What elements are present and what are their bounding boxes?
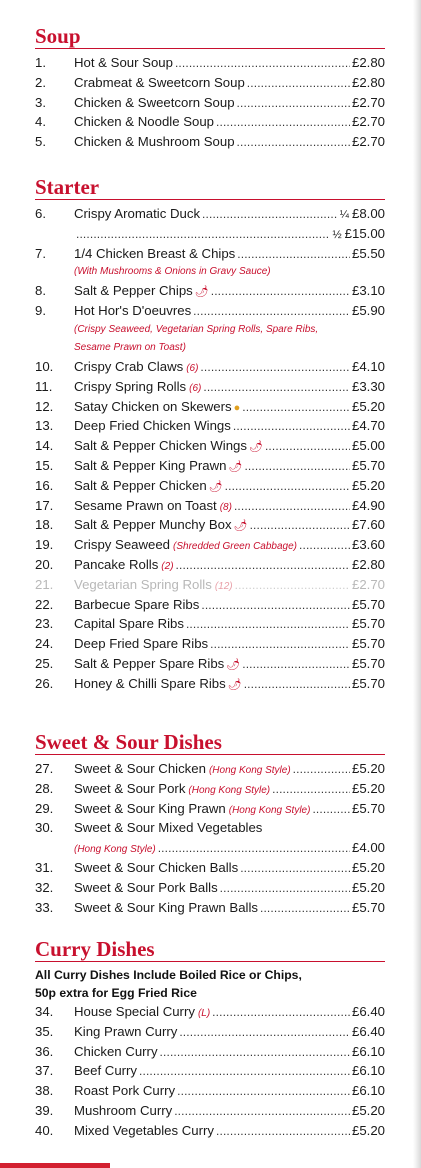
curry-intro: All Curry Dishes Include Boiled Rice or Chips, xyxy=(35,968,302,982)
menu-item xyxy=(35,515,385,535)
item-number: 37. xyxy=(35,1063,54,1079)
item-note: (Hong Kong Style) xyxy=(208,765,291,776)
item-number: 25. xyxy=(35,655,54,671)
menu-item xyxy=(35,858,385,878)
item-price: £4.10 xyxy=(351,358,385,374)
item-note: (With Mushrooms & Onions in Gravy Sauce) xyxy=(74,266,271,278)
section-heading: Sweet & Sour Dishes xyxy=(35,730,385,755)
menu-item xyxy=(35,614,385,634)
item-note: Sesame Prawn on Toast) xyxy=(74,341,186,353)
item-price: £8.00 xyxy=(351,206,385,221)
item-note: (Hong Kong Style) xyxy=(188,784,271,796)
item-price: £6.10 xyxy=(351,1083,385,1099)
item-name: Honey & Chilli Spare Ribs xyxy=(74,675,226,691)
item-name: Sweet & Sour Chicken xyxy=(74,761,206,776)
item-price: £2.80 xyxy=(351,74,385,90)
item-number: 9. xyxy=(35,303,46,319)
item-name: Crispy Aromatic Duck xyxy=(74,206,201,221)
item-price: £2.70 xyxy=(351,114,385,130)
item-number: 29. xyxy=(35,800,54,816)
item-price: £5.70 xyxy=(351,457,385,473)
item-number: 30. xyxy=(35,820,54,836)
menu-item xyxy=(35,878,385,898)
item-price: £5.50 xyxy=(351,245,385,261)
item-number: 1. xyxy=(35,55,46,70)
menu-item xyxy=(35,496,385,516)
chilli-icon: 🌶 xyxy=(248,441,263,454)
item-price: £6.40 xyxy=(351,1023,385,1039)
item-price: £5.20 xyxy=(351,398,385,414)
bottom-red-mark xyxy=(0,1163,110,1168)
section-heading: Starter xyxy=(35,175,385,200)
item-price: £5.20 xyxy=(351,879,385,895)
item-price: £5.70 xyxy=(351,636,385,652)
chilli-icon: 🌶 xyxy=(194,286,209,299)
item-number: 20. xyxy=(35,556,54,572)
item-price: £5.70 xyxy=(351,899,385,915)
menu-item xyxy=(35,634,385,654)
item-price: £5.70 xyxy=(351,616,385,632)
item-name: Salt & Pepper Chicken xyxy=(74,477,207,493)
item-number: 35. xyxy=(35,1023,54,1039)
item-price: £5.20 xyxy=(351,1122,385,1138)
menu-item xyxy=(35,898,385,918)
item-name: Hot & Sour Soup xyxy=(74,55,173,70)
item-note: (Hong Kong Style) xyxy=(228,804,311,816)
item-name: Crispy Seaweed xyxy=(74,537,171,553)
item-price: £3.60 xyxy=(351,537,385,553)
chilli-icon: 🌶 xyxy=(228,460,243,473)
menu-item xyxy=(35,674,385,694)
item-price: £2.80 xyxy=(351,556,385,572)
item-number: 40. xyxy=(35,1122,54,1138)
soup-section xyxy=(35,24,385,152)
menu-item xyxy=(35,377,385,397)
menu-item xyxy=(35,535,385,555)
item-number: 14. xyxy=(35,438,54,454)
item-price: £5.70 xyxy=(351,675,385,691)
item-number: 34. xyxy=(35,1004,54,1019)
menu-item xyxy=(35,204,385,224)
item-number: 11. xyxy=(35,378,53,394)
item-price: £5.70 xyxy=(351,596,385,612)
item-number: 38. xyxy=(35,1083,54,1099)
curry-section xyxy=(35,937,385,1141)
item-price: £5.20 xyxy=(351,1102,385,1118)
item-number: 16. xyxy=(35,477,54,493)
menu-item xyxy=(35,93,385,113)
item-name: Sweet & Sour Pork Balls xyxy=(74,879,218,895)
item-name: Hot Hor's D'oeuvres xyxy=(74,303,192,319)
menu-item-continuation xyxy=(35,224,385,244)
starter-section xyxy=(35,175,385,694)
item-number: 17. xyxy=(35,497,54,513)
item-price: £2.80 xyxy=(351,55,385,70)
item-price: £7.60 xyxy=(351,517,385,533)
menu-item xyxy=(35,244,385,264)
item-price: £5.20 xyxy=(351,761,385,776)
menu-item xyxy=(35,1042,385,1062)
item-name: Pancake Rolls xyxy=(74,556,159,572)
item-name: Deep Fried Spare Ribs xyxy=(74,636,209,652)
item-name: Beef Curry xyxy=(74,1063,138,1079)
item-number: 2. xyxy=(35,74,46,90)
item-number: 26. xyxy=(35,675,54,691)
chilli-icon: 🌶 xyxy=(227,678,242,691)
item-price: £3.10 xyxy=(351,283,385,299)
portion-half: ½ xyxy=(332,228,342,241)
item-name: Sweet & Sour Pork xyxy=(74,780,186,796)
menu-item xyxy=(35,436,385,456)
menu-item xyxy=(35,555,385,575)
item-note: (8) xyxy=(219,501,232,513)
item-number: 7. xyxy=(35,245,46,261)
menu-item-continuation xyxy=(35,838,385,858)
menu-item xyxy=(35,1101,385,1121)
item-number: 12. xyxy=(35,398,54,414)
item-note: (6) xyxy=(189,382,202,394)
chilli-icon: 🌶 xyxy=(208,480,223,493)
menu-item xyxy=(35,112,385,132)
item-price: £2.70 xyxy=(351,134,385,150)
menu-item xyxy=(35,1121,385,1141)
menu-item xyxy=(35,759,385,779)
item-name: Salt & Pepper Spare Ribs xyxy=(74,655,225,671)
item-name: Mushroom Curry xyxy=(74,1102,173,1118)
curry-intro: 50p extra for Egg Fried Rice xyxy=(35,986,197,1000)
menu-item xyxy=(35,281,385,301)
item-price: £6.10 xyxy=(351,1063,385,1079)
section-heading: Soup xyxy=(35,24,385,49)
item-number: 3. xyxy=(35,94,46,110)
item-name: Sweet & Sour King Prawn Balls xyxy=(74,899,258,915)
item-name: Sweet & Sour King Prawn xyxy=(74,800,226,816)
item-name: Chicken & Sweetcorn Soup xyxy=(74,94,235,110)
item-price: £6.40 xyxy=(351,1004,385,1019)
item-number: 22. xyxy=(35,596,54,612)
peanut-icon: ● xyxy=(233,401,241,414)
menu-item xyxy=(35,53,385,73)
menu-item xyxy=(35,357,385,377)
item-name: King Prawn Curry xyxy=(74,1023,178,1039)
item-name: Salt & Pepper Chips xyxy=(74,283,193,299)
menu-item xyxy=(35,1022,385,1042)
item-name: Chicken & Noodle Soup xyxy=(74,114,215,130)
item-price: £5.70 xyxy=(351,655,385,671)
item-name: Sweet & Sour Mixed Vegetables xyxy=(74,820,263,836)
item-number: 19. xyxy=(35,537,54,553)
item-name: Roast Pork Curry xyxy=(74,1083,176,1099)
item-number: 21. xyxy=(35,576,54,592)
item-price: £5.70 xyxy=(351,800,385,816)
item-name: House Special Curry xyxy=(74,1004,195,1019)
item-number: 4. xyxy=(35,114,46,130)
item-price: £5.90 xyxy=(351,303,385,319)
item-name: Crabmeat & Sweetcorn Soup xyxy=(74,74,245,90)
menu-item xyxy=(35,397,385,417)
item-number: 18. xyxy=(35,517,54,533)
item-price: £4.90 xyxy=(351,497,385,513)
menu-item xyxy=(35,1002,385,1022)
item-note: (Hong Kong Style) xyxy=(74,844,156,856)
item-name: Sesame Prawn on Toast xyxy=(74,497,217,513)
item-name: Capital Spare Ribs xyxy=(74,616,184,632)
menu-item xyxy=(35,301,385,321)
menu-item xyxy=(35,1081,385,1101)
item-number: 6. xyxy=(35,206,46,221)
chilli-icon: 🌶 xyxy=(226,658,241,671)
item-description xyxy=(35,263,385,281)
item-price: £3.30 xyxy=(351,378,385,394)
item-number: 23. xyxy=(35,616,54,632)
item-note: (Shredded Green Cabbage) xyxy=(173,541,298,553)
item-price: £4.70 xyxy=(351,418,385,434)
item-price: £5.20 xyxy=(351,859,385,875)
item-number: 15. xyxy=(35,457,54,473)
item-price: £5.00 xyxy=(351,438,385,454)
menu-item xyxy=(35,416,385,436)
menu-item xyxy=(35,1061,385,1081)
item-name: Crispy Crab Claws xyxy=(74,358,184,374)
menu-item xyxy=(35,799,385,819)
chilli-icon: 🌶 xyxy=(233,520,248,533)
menu-item xyxy=(35,779,385,799)
item-name: Barbecue Spare Ribs xyxy=(74,596,200,612)
item-description xyxy=(35,321,385,339)
item-name: Chicken Curry xyxy=(74,1043,158,1059)
portion-quarter: ¼ xyxy=(339,209,349,221)
item-name: Salt & Pepper King Prawn xyxy=(74,457,227,473)
item-description xyxy=(35,339,385,357)
menu-item xyxy=(35,476,385,496)
item-name: Sweet & Sour Chicken Balls xyxy=(74,859,239,875)
item-number: 27. xyxy=(35,761,54,776)
item-price: £4.00 xyxy=(351,840,385,856)
item-number: 8. xyxy=(35,283,46,299)
section-heading: Curry Dishes xyxy=(35,937,385,962)
item-number: 31. xyxy=(35,859,54,875)
item-number: 32. xyxy=(35,879,54,895)
item-name: Salt & Pepper Munchy Box xyxy=(74,517,232,533)
item-name: Chicken & Mushroom Soup xyxy=(74,134,235,150)
item-number: 13. xyxy=(35,418,54,434)
item-number: 39. xyxy=(35,1102,54,1118)
item-name: Crispy Spring Rolls xyxy=(74,378,187,394)
item-name: 1/4 Chicken Breast & Chips xyxy=(74,245,236,261)
page-fold-shadow xyxy=(413,0,421,1168)
item-note: (Crispy Seaweed, Vegetarian Spring Rolls, Spare Ribs, xyxy=(74,323,319,335)
menu-item xyxy=(35,654,385,674)
item-name: Satay Chicken on Skewers xyxy=(74,398,232,414)
item-price: £5.20 xyxy=(351,477,385,493)
item-number: 28. xyxy=(35,780,54,796)
item-note: (L) xyxy=(197,1008,211,1019)
item-note: (2) xyxy=(161,560,174,572)
item-number: 24. xyxy=(35,636,54,652)
item-number: 36. xyxy=(35,1043,54,1059)
item-name: Salt & Pepper Chicken Wings xyxy=(74,438,247,454)
menu-item xyxy=(35,818,385,838)
item-note: (6) xyxy=(186,362,199,374)
menu-item xyxy=(35,595,385,615)
menu-item xyxy=(35,575,385,595)
item-name: Deep Fried Chicken Wings xyxy=(74,418,231,434)
item-price: £6.10 xyxy=(351,1043,385,1059)
item-number: 33. xyxy=(35,899,54,915)
item-note: (12) xyxy=(214,580,233,592)
item-name: Vegetarian Spring Rolls xyxy=(74,576,212,592)
item-price: £15.00 xyxy=(344,225,385,241)
menu-item xyxy=(35,456,385,476)
item-number: 10. xyxy=(35,358,54,374)
sweet-sour-section xyxy=(35,730,385,917)
item-price: £2.70 xyxy=(351,576,385,592)
item-name: Mixed Vegetables Curry xyxy=(74,1122,215,1138)
item-price: £5.20 xyxy=(351,780,385,796)
item-price: £2.70 xyxy=(351,94,385,110)
item-number: 5. xyxy=(35,134,46,150)
menu-item xyxy=(35,132,385,152)
menu-item xyxy=(35,73,385,93)
